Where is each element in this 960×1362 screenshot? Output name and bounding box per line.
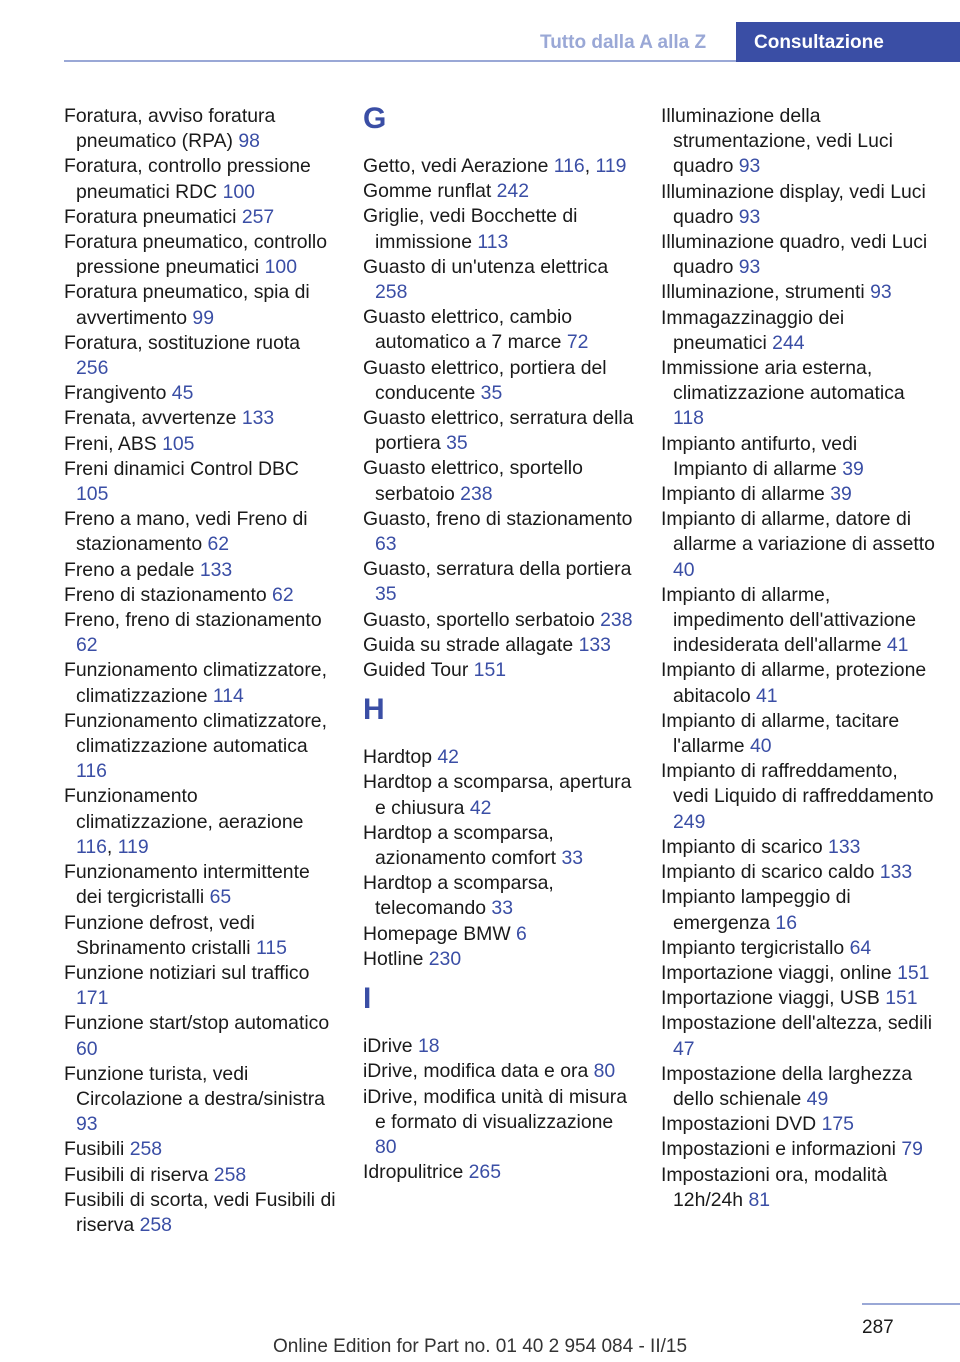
index-entry-term: Guided Tour: [363, 659, 474, 682]
index-entry: [64, 457, 336, 507]
index-entry-term: Funzionamento climatizzatore, climatizzazione automatica: [64, 709, 327, 758]
index-entry-term: Impianto di raffreddamento, vedi Liquido di raffreddamento: [661, 760, 934, 808]
index-entry: [64, 860, 336, 910]
page-link[interactable]: 151: [897, 961, 930, 984]
page-link[interactable]: 72: [566, 331, 589, 354]
index-entry-term: Homepage BMW: [363, 922, 517, 945]
page-link[interactable]: 93: [738, 256, 761, 279]
index-entry: [661, 658, 936, 708]
footer-edition: Online Edition for Part no. 01 40 2 954 084 - II/15: [272, 1336, 688, 1357]
index-entry-term: Foratura, sostituzione ruota: [64, 331, 301, 354]
index-entry: [363, 871, 635, 921]
page-link[interactable]: 98: [238, 130, 260, 153]
index-entry: [64, 583, 336, 608]
index-entry: [363, 305, 635, 355]
page-link[interactable]: 64: [849, 936, 872, 959]
index-entry: [363, 406, 635, 456]
index-entry: [661, 306, 936, 356]
index-entry: [64, 280, 336, 330]
index-entry: [661, 986, 936, 1011]
index-entry: [661, 507, 936, 583]
index-entry-term: Funzione defrost, vedi Sbrinamento cristalli: [64, 911, 256, 959]
index-entry: [661, 180, 936, 230]
page-link[interactable]: 6: [516, 922, 527, 945]
index-entry-term: Immagazzinaggio dei pneumatici: [661, 306, 845, 354]
index-column-1: [64, 104, 336, 1238]
index-entry-term: Frangivento: [64, 382, 172, 405]
index-entry-term: Illuminazione della strumentazione, vedi Luci quadro: [661, 105, 893, 178]
page-link[interactable]: 39: [842, 457, 864, 480]
page-link[interactable]: 93: [738, 205, 761, 228]
page-link[interactable]: 114: [212, 684, 244, 707]
page-link[interactable]: 258: [375, 281, 408, 304]
page-link[interactable]: 242: [496, 180, 529, 203]
index-entry-term: Foratura pneumatici: [64, 205, 242, 228]
page-link[interactable]: 41: [756, 684, 778, 707]
page-link[interactable]: 35: [480, 381, 503, 404]
page-link[interactable]: 41: [886, 634, 909, 657]
page-link[interactable]: 118: [673, 407, 704, 430]
index-entry-term: Importazione viaggi, online: [661, 961, 898, 984]
page-link[interactable]: 93: [738, 155, 761, 178]
page-link[interactable]: 62: [76, 634, 98, 657]
index-entry: [661, 1011, 936, 1061]
index-entry-term: Frenata, avvertenze: [64, 407, 242, 430]
index-letter: G: [363, 102, 387, 135]
index-entry: [64, 230, 336, 280]
index-entry-term: Guasto di un'utenza elettrica: [363, 255, 609, 278]
index-column-3: [661, 104, 936, 1213]
index-entry: [64, 911, 336, 961]
index-entry-term: Illuminazione quadro, vedi Luci quadro: [661, 231, 928, 279]
index-entry: Getto, vedi Aerazione 116, 119: [363, 155, 627, 177]
index-entry: [661, 709, 936, 759]
index-entry: [363, 633, 635, 658]
index-entry: [64, 961, 336, 1011]
index-entry: [64, 381, 336, 406]
index-entry-term: Impianto di allarme, datore di allarme a variazione di assetto: [661, 508, 935, 556]
index-entry: [363, 179, 635, 204]
index-entry: [363, 1034, 635, 1059]
index-entry: [64, 507, 336, 557]
page-link[interactable]: 60: [76, 1037, 98, 1060]
page-link[interactable]: 45: [171, 382, 194, 405]
index-entry-term: Impostazioni DVD: [661, 1113, 822, 1136]
index-entry-term: Illuminazione display, vedi Luci quadro: [661, 180, 926, 228]
index-entry: [64, 432, 336, 457]
page-link[interactable]: 256: [76, 357, 109, 380]
index-entry: [363, 608, 635, 633]
page-link[interactable]: 133: [199, 558, 233, 581]
page-link[interactable]: 18: [417, 1035, 440, 1058]
index-entry-term: Impianto di allarme: [661, 483, 831, 506]
index-entry-term: Foratura, controllo pressione pneumatici RDC: [64, 155, 311, 203]
page-link[interactable]: 249: [673, 810, 706, 833]
page-link[interactable]: 151: [885, 987, 918, 1010]
index-entry: [661, 1137, 936, 1162]
page-link[interactable]: 175: [821, 1113, 854, 1136]
page-link[interactable]: 119: [117, 835, 149, 858]
index-entry: [661, 104, 936, 180]
index-entry-term: Impianto di allarme, tacitare l'allarme: [661, 709, 900, 758]
index-entry-term: Getto, vedi Aerazione: [363, 155, 554, 177]
index-entry: [363, 456, 635, 506]
page-link[interactable]: 116: [76, 835, 107, 858]
page-link[interactable]: 105: [76, 483, 109, 506]
index-entry-term: Guasto elettrico, serratura della portiera: [363, 407, 634, 455]
page-link[interactable]: 119: [595, 155, 627, 177]
page-link[interactable]: 99: [192, 306, 214, 329]
index-entry: [661, 583, 936, 659]
page-link[interactable]: 80: [375, 1135, 397, 1158]
page-link[interactable]: 133: [828, 835, 861, 858]
page-link[interactable]: 116: [76, 760, 107, 783]
index-entry: [64, 709, 336, 785]
index-entry-term: Hotline: [363, 947, 429, 970]
index-entry: [661, 885, 936, 935]
page-link[interactable]: 238: [460, 482, 493, 505]
index-entry-term: Importazione viaggi, USB: [661, 987, 886, 1010]
index-entry-term: Illuminazione, strumenti: [661, 281, 871, 304]
header-section-title: Tutto dalla A alla Z: [540, 32, 707, 53]
index-entry: [661, 936, 936, 961]
index-entry-term: Impianto tergicristallo: [661, 936, 850, 959]
index-entry-term: Impianto di allarme, protezione abitacolo: [661, 659, 927, 707]
index-entry: [661, 482, 936, 507]
page-link[interactable]: 265: [468, 1161, 501, 1184]
index-entry: [64, 658, 336, 708]
page-link[interactable]: 16: [775, 911, 797, 934]
index-entry-term: Guasto elettrico, sportello serbatoio: [363, 457, 583, 505]
index-entry-term: Guasto, serratura della portiera: [363, 558, 632, 581]
index-entry: [64, 1011, 336, 1061]
page-link[interactable]: 238: [600, 608, 633, 631]
page-link[interactable]: 40: [673, 558, 695, 581]
page-link[interactable]: 258: [213, 1163, 247, 1186]
index-entry-term: iDrive: [363, 1035, 418, 1058]
page-link[interactable]: 230: [428, 947, 462, 970]
index-entry-term: Guasto, sportello serbatoio: [363, 608, 601, 631]
page-link[interactable]: 133: [879, 861, 913, 884]
page-link[interactable]: 62: [207, 533, 230, 556]
index-entry-term: Impostazioni e informazioni: [661, 1138, 902, 1161]
index-entry-term: Guasto, freno di stazionamento: [363, 507, 633, 530]
index-entry-term: Funzionamento climatizzatore, climatizzazione: [64, 659, 327, 707]
index-entry: [363, 821, 635, 871]
page-link[interactable]: 35: [375, 583, 397, 606]
index-entry-term: Foratura pneumatico, controllo pressione pneumatici: [64, 231, 327, 279]
page-link[interactable]: 65: [209, 886, 232, 909]
index-entry-term: Guida su strade allagate: [363, 633, 579, 656]
index-entry-term: Fusibili di riserva: [64, 1163, 214, 1186]
index-entry-term: Freno a mano, vedi Freno di stazionamento: [64, 508, 308, 556]
page-link[interactable]: 40: [749, 735, 772, 758]
page-link[interactable]: 63: [375, 533, 397, 556]
page-link[interactable]: 133: [578, 633, 611, 656]
index-entry: [661, 1112, 936, 1137]
page-link[interactable]: 116: [553, 155, 585, 177]
page-link[interactable]: 42: [437, 746, 459, 769]
index-entry: [661, 356, 936, 432]
page-link[interactable]: 257: [241, 205, 275, 228]
index-entry: [64, 558, 336, 583]
index-entry-term: iDrive, modifica unità di misura e formato di visualizzazione: [363, 1085, 628, 1133]
index-entry-term: Funzione turista, vedi Circolazione a destra/sinistra: [64, 1062, 325, 1110]
index-entry-term: Hardtop: [363, 746, 438, 769]
page-link[interactable]: 39: [830, 483, 852, 506]
index-entry-term: Freno, freno di stazionamento: [64, 609, 322, 632]
index-entry: [363, 356, 635, 406]
index-entry-term: Impianto lampeggio di emergenza: [661, 886, 851, 934]
index-entry-term: Funzionamento climatizzazione, aerazione: [64, 785, 304, 833]
index-entry-term: Gomme runflat: [363, 180, 497, 203]
page-link[interactable]: 115: [255, 936, 287, 959]
page-link[interactable]: 35: [446, 432, 468, 455]
page-link[interactable]: 79: [901, 1138, 923, 1161]
index-entry-term: Impostazioni ora, modalità 12h/24h: [661, 1163, 888, 1211]
index-entry-term: Idropulitrice: [363, 1161, 469, 1184]
page-number: 287: [862, 1317, 894, 1338]
index-entry: [661, 432, 936, 482]
page-link[interactable]: 49: [806, 1087, 829, 1110]
index-entry: [64, 331, 336, 381]
index-entry-term: Freno di stazionamento: [64, 583, 273, 606]
page-link[interactable]: 93: [870, 281, 892, 304]
page-number-rule: [862, 1303, 960, 1305]
index-entry: [64, 205, 336, 230]
index-entry-term: Freno a pedale: [64, 558, 200, 581]
index-entry-term: Funzione notiziari sul traffico: [64, 961, 310, 984]
index-entry-term: Impianto di scarico caldo: [661, 861, 880, 884]
index-entry: [363, 770, 635, 820]
index-entry-term: Impostazione dell'altezza, sedili: [661, 1012, 933, 1035]
page-link[interactable]: 171: [76, 987, 109, 1010]
index-entry: [363, 557, 635, 607]
page-link[interactable]: 33: [491, 897, 513, 920]
index-column-2: [363, 104, 635, 1185]
index-entry: [363, 922, 635, 947]
index-entry: [661, 1163, 936, 1213]
index-entry: [363, 1160, 635, 1185]
index-entry-term: Funzione start/stop automatico: [64, 1012, 330, 1035]
page-link[interactable]: 80: [593, 1060, 616, 1083]
index-entry: [64, 1163, 336, 1188]
index-entry: [64, 154, 336, 204]
index-entry-term: Fusibili di scorta, vedi Fusibili di riserva: [64, 1188, 336, 1236]
page-link[interactable]: 100: [222, 180, 255, 203]
index-entry-term: Hardtop a scomparsa, telecomando: [363, 872, 554, 920]
index-letter: H: [363, 693, 385, 727]
index-entry: [363, 1059, 635, 1084]
index-entry-term: Hardtop a scomparsa, azionamento comfort: [363, 821, 562, 870]
index-entry: [661, 835, 936, 860]
index-entry-term: Griglie, vedi Bocchette di immissione: [363, 205, 578, 253]
page-link[interactable]: 81: [748, 1188, 771, 1211]
index-entry: [363, 947, 635, 972]
index-entry-term: Fusibili: [64, 1138, 130, 1161]
page-link[interactable]: 133: [241, 407, 275, 430]
page-link[interactable]: 151: [473, 659, 507, 682]
page-link[interactable]: 105: [162, 432, 195, 455]
page-link[interactable]: 42: [469, 796, 492, 819]
index-entry: [363, 204, 635, 254]
index-entry: [661, 759, 936, 835]
page-link[interactable]: 47: [673, 1037, 695, 1060]
page-link[interactable]: 93: [76, 1113, 98, 1136]
index-entry-term: Impianto antifurto, vedi Impianto di allarme: [661, 432, 858, 480]
index-entry: [64, 608, 336, 658]
index-entry-term: Hardtop a scomparsa, apertura e chiusura: [363, 771, 632, 819]
page-link[interactable]: 258: [139, 1213, 172, 1236]
index-entry-term: Impianto di scarico: [661, 835, 829, 858]
index-entry: [363, 658, 635, 683]
index-entry: [363, 507, 635, 557]
page-link[interactable]: 33: [561, 847, 584, 870]
index-entry-term: Funzionamento intermittente dei tergicristalli: [64, 861, 310, 909]
index-entry-term: Foratura, avviso foratura pneumatico (RPA): [64, 105, 276, 153]
index-letter: I: [363, 982, 372, 1016]
index-entry: [64, 1188, 336, 1238]
page-link[interactable]: 244: [772, 331, 805, 354]
index-entry: [661, 230, 936, 280]
index-entry: [661, 280, 936, 305]
index-entry-term: Immissione aria esterna, climatizzazione automatica: [661, 357, 905, 405]
index-entry: [661, 860, 936, 885]
index-entry: [64, 406, 336, 431]
index-entry-term: Guasto elettrico, cambio automatico a 7 marce: [363, 306, 573, 354]
header-tab: Consultazione: [736, 22, 960, 62]
page-link[interactable]: 113: [477, 230, 509, 253]
index-entry: [363, 1085, 635, 1161]
index-entry-term: Foratura pneumatico, spia di avvertimento: [64, 281, 310, 329]
index-entry-term: Impostazione della larghezza dello schienale: [661, 1062, 913, 1110]
index-entry-term: iDrive, modifica data e ora: [363, 1060, 594, 1083]
index-entry-term: Freni, ABS: [64, 432, 163, 455]
page-link[interactable]: 258: [129, 1138, 163, 1161]
index-entry: [363, 745, 635, 770]
index-entry: [64, 1062, 336, 1138]
index-entry: Funzionamento climatizzazione, aerazione 116, 119: [64, 785, 304, 858]
index-entry: [363, 255, 635, 305]
index-entry: [661, 1062, 936, 1112]
index-entry-term: Freni dinamici Control DBC: [64, 457, 299, 480]
index-entry: [64, 104, 336, 154]
index-entry-term: Guasto elettrico, portiera del conducente: [363, 356, 607, 404]
page-link[interactable]: 100: [264, 256, 297, 279]
index-entry: [661, 961, 936, 986]
index-entry-term: Impianto di allarme, impedimento dell'attivazione indesiderata dell'allarme: [661, 583, 916, 657]
index-entry: [64, 1137, 336, 1162]
page-link[interactable]: 62: [272, 583, 294, 606]
